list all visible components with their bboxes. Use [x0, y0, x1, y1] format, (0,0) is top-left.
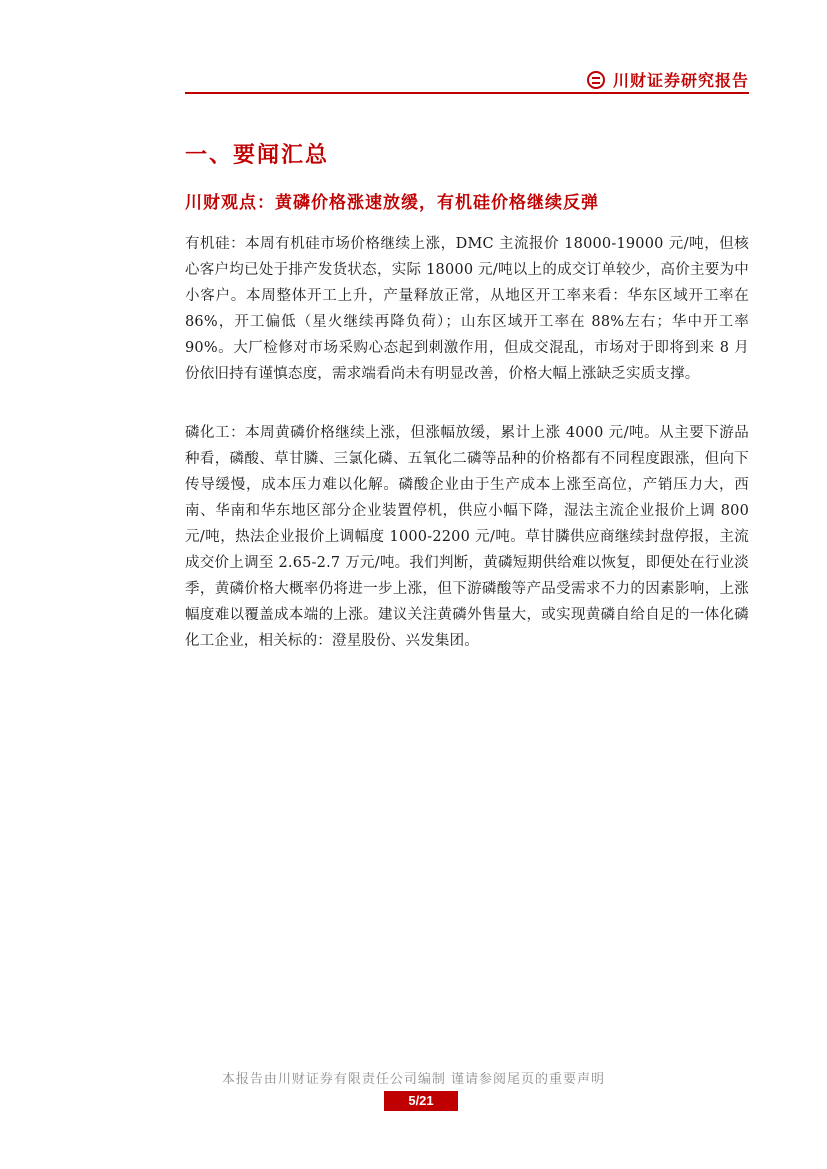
paragraph-silicone: 有机硅：本周有机硅市场价格继续上涨，DMC 主流报价 18000-19000 元/吨，但核心客户均已处于排产发货状态，实际 18000 元/吨以上的成交订单较少，高价主要为中小客户。本周整体开工上升，产量释放正常，从地区开工率来看：华东区域开工率在 86%，开工偏低（星火继续再降负荷）；山东区域开工率在 88%左右；华中开工率 90%。大厂检修对市场采购心态起到刺激作用，但成交混乱，市场对于即将到来 8 月份依旧持有谨慎态度，需求端看尚未有明显改善，价格大幅上涨缺乏实质支撑。 — [185, 236, 749, 382]
page-number-badge: 5/21 — [384, 1091, 458, 1111]
section-heading: 一、要闻汇总 — [185, 142, 330, 168]
section-subheading: 川财观点：黄磷价格涨速放缓，有机硅价格继续反弹 — [185, 193, 599, 213]
header-divider — [185, 92, 749, 94]
report-header — [185, 64, 749, 94]
brand — [587, 68, 749, 91]
brand-title: 川财证券研究报告 — [612, 71, 749, 90]
chuancai-logo-icon — [587, 71, 605, 89]
paragraph-phosphorus: 磷化工：本周黄磷价格继续上涨，但涨幅放缓，累计上涨 4000 元/吨。从主要下游品种看，磷酸、草甘膦、三氯化磷、五氧化二磷等品种的价格都有不同程度跟涨，但向下传导缓慢，成本压力难以化解。磷酸企业由于生产成本上涨至高位，产销压力大，西南、华南和华东地区部分企业装置停机，供应小幅下降，湿法主流企业报价上调 800 元/吨，热法企业报价上调幅度 1000-2200 元/吨。草甘膦供应商继续封盘停报，主流成交价上调至 2.65-2.7 万元/吨。我们判断，黄磷短期供给难以恢复，即便处在行业淡季，黄磷价格大概率仍将进一步上涨，但下游磷酸等产品受需求不力的因素影响，上涨幅度难以覆盖成本端的上涨。建议关注黄磷外售量大，或实现黄磷自给自足的一体化磷化工企业，相关标的：澄星股份、兴发集团。 — [185, 425, 749, 649]
footer-disclaimer: 本报告由川财证券有限责任公司编制 谨请参阅尾页的重要声明 — [221, 1072, 606, 1087]
